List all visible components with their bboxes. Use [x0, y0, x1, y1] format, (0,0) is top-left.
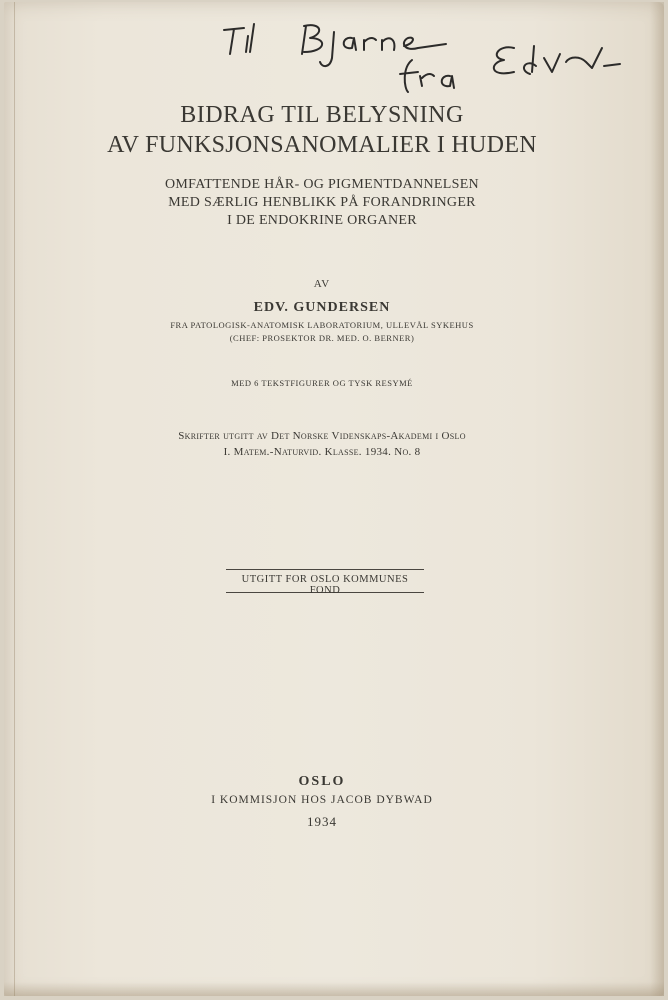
handwritten-inscription	[214, 18, 654, 98]
fund-text: UTGITT FOR OSLO KOMMUNES FOND	[241, 574, 409, 596]
imprint-commission: I KOMMISJON HOS JACOB DYBWAD	[211, 794, 433, 806]
document-page	[4, 2, 664, 996]
fund-banner	[226, 569, 424, 596]
subtitle-line-1: OMFATTENDE HÅR- OG PIGMENTDANNELSEN	[165, 177, 479, 192]
byline-av: AV	[313, 278, 331, 290]
series-line-1: Skrifter utgitt av Det Norske Videnskaps-Akademi i Oslo	[178, 430, 466, 442]
title-line-1: BIDRAG TIL BELYSNING	[180, 102, 464, 128]
page-edge-shadow	[650, 2, 664, 996]
imprint-city: OSLO	[298, 774, 346, 789]
series-line-2: I. Matem.-Naturvid. Klasse. 1934. No. 8	[223, 446, 421, 458]
author-affiliation-chief: (CHEF: PROSEKTOR DR. MED. O. BERNER)	[229, 333, 415, 343]
author-name: EDV. GUNDERSEN	[253, 300, 391, 315]
subtitle-line-3: I DE ENDOKRINE ORGANER	[227, 213, 417, 228]
subtitle-line-2: MED SÆRLIG HENBLIKK PÅ FORANDRINGER	[168, 195, 476, 210]
title-line-2: AV FUNKSJONSANOMALIER I HUDEN	[107, 132, 537, 158]
author-affiliation: FRA PATOLOGISK-ANATOMISK LABORATORIUM, ULLEVÅL SYKEHUS	[170, 320, 474, 330]
figures-note: MED 6 TEKSTFIGURER OG TYSK RESYMÉ	[231, 378, 413, 388]
imprint-year: 1934	[307, 814, 337, 829]
page-bottom-shadow	[4, 982, 664, 996]
